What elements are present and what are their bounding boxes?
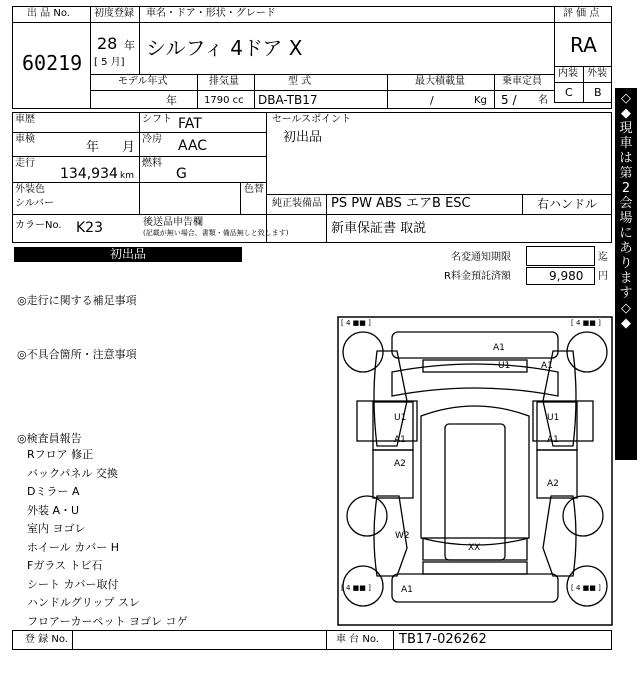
docs-value: 新車保証書 取説 <box>331 221 427 236</box>
mark-hood-left: U1 <box>498 361 511 371</box>
first-listing-tag: 初出品 <box>14 247 242 262</box>
side-banner-char: 現 <box>619 121 633 136</box>
mark-left-rear-a2: A2 <box>394 459 406 469</box>
docs-note: (記載が無い場合、書類・備品無しと致します) <box>143 229 289 237</box>
grade-value: RA <box>570 33 597 57</box>
side-banner-char: ◇ <box>621 91 631 106</box>
side-banner-char: ◆ <box>621 316 631 331</box>
corner-label-tl: [ 4 ■■ ] <box>341 319 371 327</box>
footer-table <box>12 630 612 650</box>
car-name: シルフィ 4ドア X <box>146 36 303 60</box>
max-load-value: / <box>430 94 434 107</box>
chassis-label: 車 台 No. <box>336 634 379 645</box>
equipment-value: PS PW ABS エアB ESC <box>331 196 471 211</box>
ext-color-label: 外装色 <box>15 184 45 195</box>
side-banner-char: 2 <box>621 181 631 196</box>
color-no-label: カラーNo. <box>15 220 62 231</box>
side-banner-char: は <box>619 151 633 166</box>
docs-label: 後送品申告欄 <box>143 217 203 228</box>
corner-label-br: [ 4 ■■ ] <box>571 584 601 592</box>
corner-label-tr: [ 4 ■■ ] <box>571 319 601 327</box>
side-banner-char: 会 <box>619 196 633 211</box>
type-label: 型 式 <box>288 76 312 87</box>
mark-bottom-bumper: A1 <box>401 585 413 595</box>
inspection-label: 車検 <box>15 134 35 145</box>
fuel-value: G <box>176 166 187 182</box>
interior-label: 内装 <box>558 68 578 79</box>
inspection-year: 年 <box>86 140 100 155</box>
recycle-label: R料金預託済額 <box>444 271 511 282</box>
side-banner-char: あ <box>619 241 633 256</box>
mark-front-right: A1 <box>541 361 553 371</box>
ext-color-value: シルバー <box>15 198 55 209</box>
driving-remarks-label: ◎走行に関する補足事項 <box>17 294 137 307</box>
chassis-no: TB17-026262 <box>399 632 487 647</box>
inspector-line: ハンドルグリップ スレ <box>27 596 140 609</box>
inspector-line: フロアーカーペット ヨゴレ コゲ <box>27 614 188 628</box>
mark-right-door-u1: U1 <box>547 413 560 423</box>
corner-label-bl: [ 4 ■■ ] <box>341 584 371 592</box>
inspector-line: 室内 ヨゴレ <box>27 522 86 535</box>
mark-right-door-a1: A1 <box>547 435 559 445</box>
mileage-label: 走行 <box>15 158 35 169</box>
exterior-grade: B <box>594 86 602 99</box>
model-year-label: モデル年式 <box>118 76 168 87</box>
inspector-line: 外装 A・U <box>27 503 80 517</box>
sales-point-label: セールスポイント <box>272 114 352 125</box>
side-banner-char: に <box>619 226 633 241</box>
ac-label: 冷房 <box>142 134 162 145</box>
side-banner-char: ま <box>619 271 633 286</box>
mark-left-door-u1: U1 <box>394 413 407 423</box>
displacement-label: 排気量 <box>209 76 239 87</box>
model-year-unit: 年 <box>166 94 177 107</box>
inspector-line: シート カバー取付 <box>27 577 119 591</box>
equipment-label: 純正装備品 <box>272 198 322 209</box>
lot-number: 60219 <box>22 51 83 75</box>
shift-value: FAT <box>178 116 202 132</box>
type-value: DBA-TB17 <box>258 93 318 107</box>
car-name-label: 車名・ドア・形状・グレード <box>146 8 276 19</box>
inspector-line: Fガラス トビ石 <box>27 559 103 572</box>
first-reg-label: 初度登録 <box>94 8 134 19</box>
shift-label: シフト <box>142 114 172 125</box>
name-change-label: 名変通知期限 <box>451 252 511 263</box>
inspector-line: Dミラー A <box>27 485 80 498</box>
name-change-box <box>526 246 595 266</box>
lot-label: 出 品 No. <box>27 8 70 19</box>
mark-right-rear-a2: A2 <box>547 479 559 489</box>
mark-left-wheel-w2: W2 <box>395 531 410 541</box>
max-load-label: 最大積載量 <box>415 76 465 87</box>
defects-label: ◎不具合箇所・注意事項 <box>17 348 137 361</box>
capacity-label: 乗車定員 <box>502 76 542 87</box>
capacity-unit: 名 <box>538 95 548 106</box>
inspector-line: Rフロア 修正 <box>27 448 94 461</box>
name-change-unit: 迄 <box>598 252 608 263</box>
inspection-month: 月 <box>122 140 136 155</box>
side-banner-char: ◆ <box>621 106 631 121</box>
first-reg-year: 28 <box>97 34 118 53</box>
side-banner-char: ◇ <box>621 301 631 316</box>
side-banner-char: 場 <box>619 211 633 226</box>
color-change-label: 色替 <box>244 184 264 195</box>
capacity-value: 5 / <box>501 93 517 107</box>
mark-top-bumper: A1 <box>493 343 505 353</box>
mark-trunk-xx: XX <box>468 543 481 553</box>
sales-point-value: 初出品 <box>283 130 323 145</box>
reg-no-label: 登 録 No. <box>25 634 68 645</box>
recycle-unit: 円 <box>598 271 608 282</box>
recycle-value: 9,980 <box>549 269 584 283</box>
history-label: 車歴 <box>15 114 35 125</box>
fuel-label: 燃料 <box>142 158 162 169</box>
inspector-label: ◎検査員報告 <box>17 432 82 445</box>
side-banner <box>615 88 637 460</box>
inspector-line: ホイール カバー H <box>27 540 120 554</box>
max-load-unit: Kg <box>474 95 487 106</box>
color-no-value: K23 <box>76 220 103 236</box>
first-reg-month: [ 5 月] <box>94 57 125 68</box>
side-banner-char: 第 <box>619 166 633 181</box>
car-damage-diagram <box>337 316 613 626</box>
mileage-unit: km <box>120 171 134 181</box>
side-banner-char: す <box>619 286 633 301</box>
exterior-label: 外装 <box>587 68 607 79</box>
mark-left-door-a1: A1 <box>394 435 406 445</box>
grade-label: 評 価 点 <box>563 8 600 19</box>
mileage-value: 134,934 <box>60 166 118 182</box>
first-reg-year-unit: 年 <box>124 39 135 52</box>
steering-value: 右ハンドル <box>537 197 598 211</box>
interior-grade: C <box>565 86 573 99</box>
ac-value: AAC <box>178 138 208 154</box>
inspector-line: バックパネル 交換 <box>27 466 118 480</box>
side-banner-char: 車 <box>619 136 633 151</box>
side-banner-char: り <box>619 256 633 271</box>
displacement-value: 1790 cc <box>204 95 244 106</box>
